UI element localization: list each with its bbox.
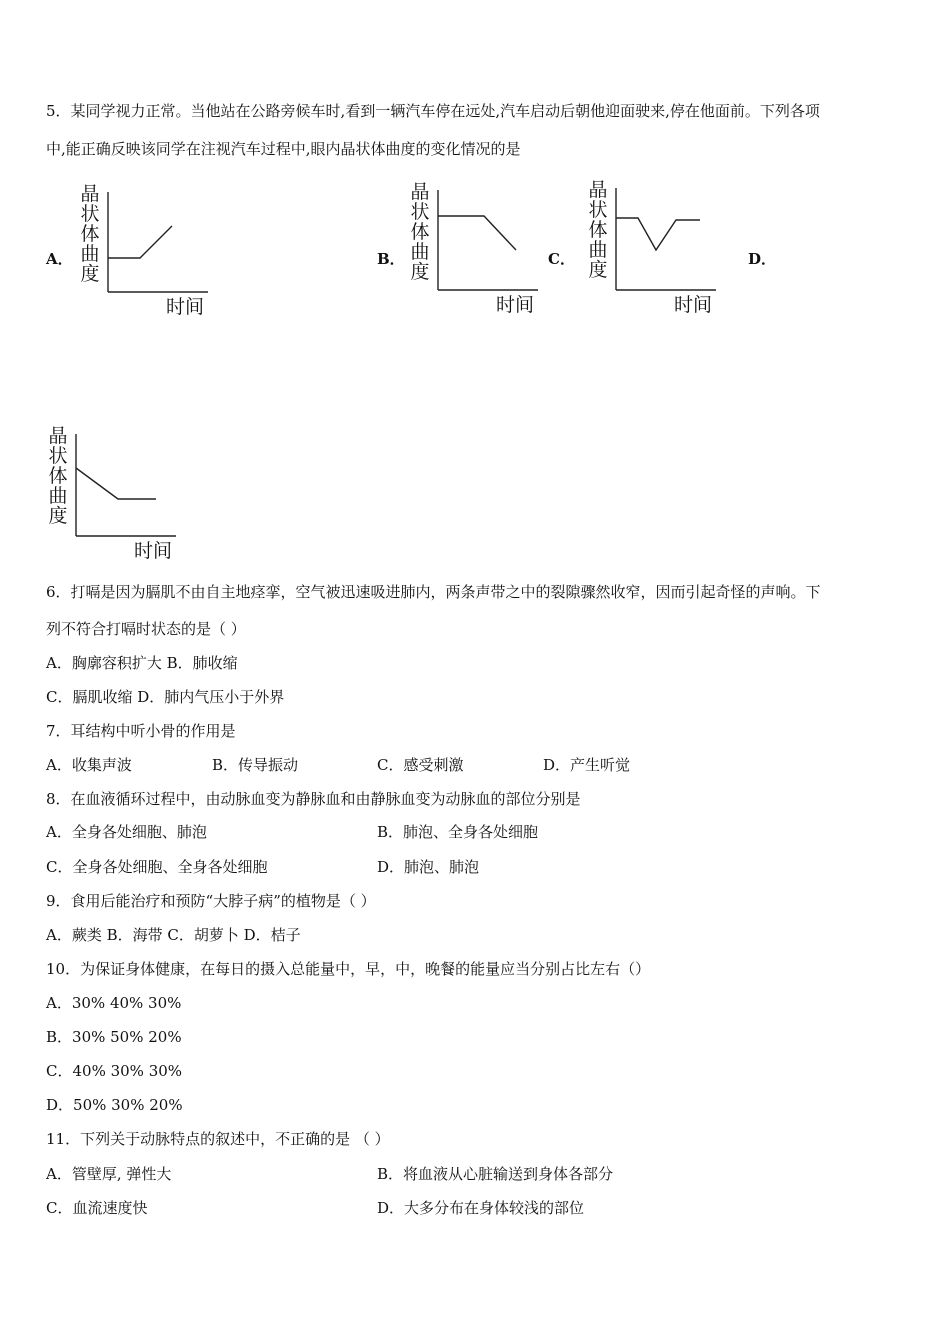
q5-graph-c xyxy=(586,178,726,318)
q11-option-c: C．血流速度快 xyxy=(46,1199,148,1217)
graph-b-ylabel: 晶 状 体 曲 度 xyxy=(410,181,430,283)
q11-option-b: B．将血液从心脏输送到身体各部分 xyxy=(377,1165,614,1183)
q5-option-d-label: D． xyxy=(748,250,777,268)
q11-option-a: A．管壁厚, 弹性大 xyxy=(46,1165,172,1183)
q8-option-d: D．肺泡、肺泡 xyxy=(377,858,480,876)
q10-option-d: D．50% 30% 20% xyxy=(46,1096,183,1114)
q5-graph-a xyxy=(78,182,218,322)
graph-c-xlabel: 时间 xyxy=(674,294,713,316)
q5-option-c-label: C． xyxy=(548,250,575,268)
q7-option-d: D．产生听觉 xyxy=(543,756,631,774)
q6-stem-line1: 6．打嗝是因为膈肌不由自主地痉挛，空气被迅速吸进肺内，两条声带之中的裂隙骤然收窄，因而引起奇怪的声响。下 xyxy=(46,583,821,601)
q9-options: A．蕨类 B．海带 C．胡萝卜 D．桔子 xyxy=(46,926,301,944)
q7-option-c: C．感受刺激 xyxy=(377,756,464,774)
q8-option-b: B．肺泡、全身各处细胞 xyxy=(377,823,539,841)
graph-d-ylabel: 晶 状 体 曲 度 xyxy=(48,425,68,527)
q7-option-b: B．传导振动 xyxy=(212,756,299,774)
graph-d-xlabel: 时间 xyxy=(134,540,173,562)
q5-graph-d xyxy=(46,424,186,564)
q11-stem: 11．下列关于动脉特点的叙述中，不正确的是 （ ） xyxy=(46,1130,390,1148)
q6-options-line2: C．膈肌收缩 D．肺内气压小于外界 xyxy=(46,688,285,706)
q5-option-b-label: B． xyxy=(377,250,405,268)
graph-b-xlabel: 时间 xyxy=(496,294,535,316)
q11-option-d: D．大多分布在身体较浅的部位 xyxy=(377,1199,585,1217)
q10-option-c: C．40% 30% 30% xyxy=(46,1062,183,1080)
graph-a-xlabel: 时间 xyxy=(166,296,205,318)
q5-option-a-label: A． xyxy=(46,250,73,268)
q10-option-b: B．30% 50% 20% xyxy=(46,1028,182,1046)
q7-stem: 7．耳结构中听小骨的作用是 xyxy=(46,722,236,740)
q5-graph-b xyxy=(408,180,548,320)
q9-stem: 9．食用后能治疗和预防“大脖子病”的植物是（ ） xyxy=(46,892,376,910)
q7-option-a: A．收集声波 xyxy=(46,756,132,774)
q8-option-a: A．全身各处细胞、肺泡 xyxy=(46,823,207,841)
q10-stem: 10．为保证身体健康，在每日的摄入总能量中，早，中，晚餐的能量应当分别占比左右（） xyxy=(46,960,651,978)
q8-option-c: C．全身各处细胞、全身各处细胞 xyxy=(46,858,268,876)
q6-options-line1: A．胸廓容积扩大 B．肺收缩 xyxy=(46,654,238,672)
q5-stem-line1: 5．某同学视力正常。当他站在公路旁候车时,看到一辆汽车停在远处,汽车启动后朝他迎面驶来,停在他面前。下列各项 xyxy=(46,102,820,120)
q6-stem-line2: 列不符合打嗝时状态的是（ ） xyxy=(46,620,246,638)
graph-c-ylabel: 晶 状 体 曲 度 xyxy=(588,179,608,281)
q5-stem-line2: 中,能正确反映该同学在注视汽车过程中,眼内晶状体曲度的变化情况的是 xyxy=(46,140,521,158)
graph-a-ylabel: 晶 状 体 曲 度 xyxy=(80,183,100,285)
q10-option-a: A．30% 40% 30% xyxy=(46,994,182,1012)
q8-stem: 8．在血液循环过程中，由动脉血变为静脉血和由静脉血变为动脉血的部位分别是 xyxy=(46,790,581,808)
